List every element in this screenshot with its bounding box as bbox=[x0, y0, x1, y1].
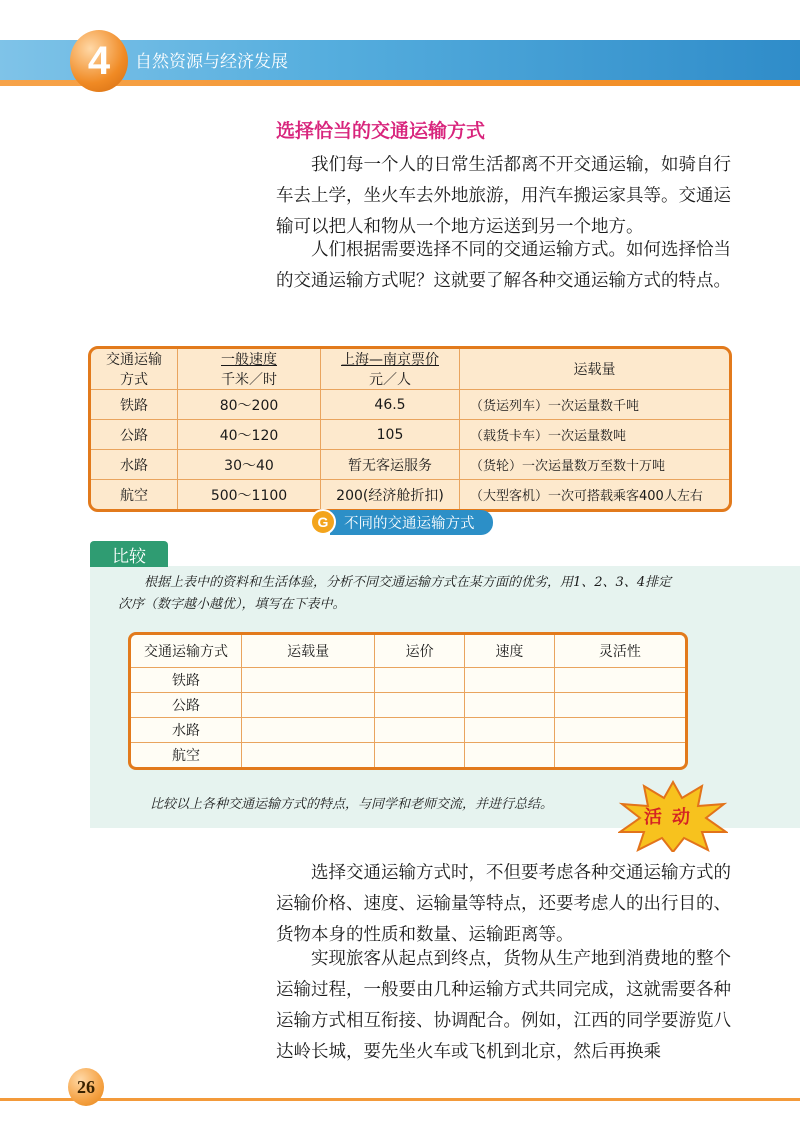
table-row: 铁路 80～200 46.5 （货运列车）一次运量数千吨 bbox=[91, 390, 729, 420]
table-row: 航空 bbox=[131, 743, 685, 767]
ranking-cell[interactable] bbox=[242, 693, 375, 718]
table-row: 铁路 bbox=[131, 668, 685, 693]
ranking-header: 运载量 bbox=[242, 635, 375, 668]
intro-paragraph-1: 我们每一个人的日常生活都离不开交通运输，如骑自行车去上学，坐火车去外地旅游，用汽车搬运家具等。交通运输可以把人和物从一个地方运送到另一个地方。 bbox=[276, 155, 731, 237]
ranking-header: 交通运输方式 bbox=[131, 635, 242, 668]
activity-instruction: 根据上表中的资料和生活体验，分析不同交通运输方式在某方面的优劣，用1、2、3、4排定次序（数字越小越优），填写在下表中。 bbox=[118, 575, 672, 612]
table-row: 公路 bbox=[131, 693, 685, 718]
footer-stripe bbox=[0, 1098, 800, 1101]
ranking-cell[interactable] bbox=[375, 718, 465, 743]
ranking-cell[interactable] bbox=[242, 668, 375, 693]
transport-table bbox=[88, 346, 732, 512]
ranking-cell[interactable] bbox=[555, 668, 685, 693]
intro-paragraph-2: 人们根据需要选择不同的交通运输方式。如何选择恰当的交通运输方式呢？这就要了解各种交通运输方式的特点。 bbox=[276, 240, 731, 291]
ranking-cell[interactable] bbox=[555, 718, 685, 743]
ranking-header: 速度 bbox=[465, 635, 555, 668]
ranking-cell[interactable] bbox=[555, 743, 685, 767]
chapter-title: 自然资源与经济发展 bbox=[135, 52, 288, 72]
table-row: 水路 bbox=[131, 718, 685, 743]
compare-tab: 比较 bbox=[90, 541, 168, 567]
section-title: 选择恰当的交通运输方式 bbox=[276, 120, 486, 142]
activity-summary: 比较以上各种交通运输方式的特点，与同学和老师交流，并进行总结。 bbox=[150, 797, 554, 812]
chapter-number-badge: 4 bbox=[70, 30, 128, 92]
ranking-table bbox=[128, 632, 688, 770]
table-header-fare: 上海—南京票价 元／人 bbox=[321, 349, 460, 390]
table-row: 航空 500～1100 200(经济舱折扣) （大型客机）一次可搭载乘客400人左右 bbox=[91, 480, 729, 509]
activity-badge-text: 活动 bbox=[644, 807, 700, 828]
closing-paragraph-1: 选择交通运输方式时，不但要考虑各种交通运输方式的运输价格、速度、运输量等特点，还要考虑人的出行目的、货物本身的性质和数量、运输距离等。 bbox=[276, 863, 731, 945]
table-row: 公路 40～120 105 （载货卡车）一次运量数吨 bbox=[91, 420, 729, 450]
ranking-cell[interactable] bbox=[242, 743, 375, 767]
figure-g-badge: G bbox=[310, 509, 336, 535]
table-header-mode: 交通运输 方式 bbox=[91, 349, 178, 390]
figure-caption bbox=[310, 511, 493, 533]
figure-caption-text: 不同的交通运输方式 bbox=[330, 510, 493, 535]
ranking-cell[interactable] bbox=[465, 743, 555, 767]
page-number: 26 bbox=[68, 1068, 104, 1106]
table-header-capacity: 运载量 bbox=[460, 349, 729, 390]
ranking-cell[interactable] bbox=[465, 668, 555, 693]
ranking-cell[interactable] bbox=[375, 668, 465, 693]
ranking-header: 运价 bbox=[375, 635, 465, 668]
table-row: 水路 30～40 暂无客运服务 （货轮）一次运量数万至数十万吨 bbox=[91, 450, 729, 480]
table-header-speed: 一般速度 千米／时 bbox=[178, 349, 321, 390]
ranking-cell[interactable] bbox=[375, 693, 465, 718]
ranking-header: 灵活性 bbox=[555, 635, 685, 668]
ranking-cell[interactable] bbox=[465, 718, 555, 743]
ranking-cell[interactable] bbox=[465, 693, 555, 718]
closing-paragraph-2: 实现旅客从起点到终点，货物从生产地到消费地的整个运输过程，一般要由几种运输方式共同完成，这就需要各种运输方式相互衔接、协调配合。例如，江西的同学要游览八达岭长城，要先坐火车或飞机到北京，然后再换乘 bbox=[276, 949, 731, 1062]
ranking-cell[interactable] bbox=[555, 693, 685, 718]
ranking-cell[interactable] bbox=[375, 743, 465, 767]
ranking-cell[interactable] bbox=[242, 718, 375, 743]
